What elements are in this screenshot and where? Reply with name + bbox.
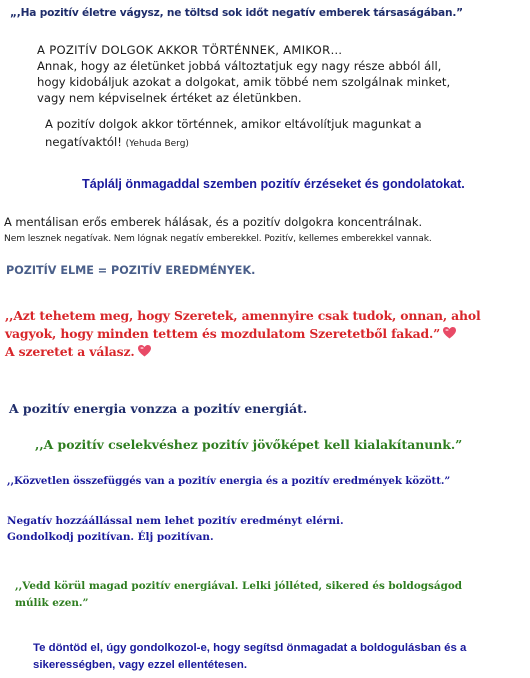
quote-line-text: vagyok, hogy minden tettem és mozdulatom Szeretetből fakad.”	[5, 326, 441, 341]
author-credit: (Yehuda Berg)	[125, 139, 189, 149]
quote-line: múlik ezen.”	[15, 597, 89, 609]
paragraph-line: Annak, hogy az életünket jobbá változtatjuk egy nagy része abból áll,	[37, 59, 442, 73]
paragraph-you-decide	[33, 640, 466, 674]
paragraph-negative-attitude	[7, 513, 344, 545]
line-mentally-strong: A mentálisan erős emberek hálásak, és a pozitív dolgokra koncentrálnak.	[4, 215, 423, 229]
paragraph-line-text: negatívaktól!	[45, 135, 122, 149]
quote-positive-action: ,,A pozitív cselekvéshez pozitív jövőképet kell kialakítanunk.”	[35, 437, 463, 452]
quote-surround-energy	[15, 578, 462, 612]
paragraph-heading: A POZITÍV DOLGOK AKKOR TÖRTÉNNEK, AMIKOR…	[37, 43, 343, 57]
heart-icon	[443, 327, 456, 339]
quote-line	[5, 325, 481, 343]
paragraph-positive-things	[37, 42, 450, 106]
paragraph-line: sikerességben, vagy ezzel ellentétesen.	[33, 659, 248, 671]
paragraph-line: Te döntöd el, úgy gondolkozol-e, hogy segítsd önmagadat a boldogulásban és a	[33, 642, 467, 654]
paragraph-remove-negative	[45, 115, 422, 153]
quote-love	[5, 307, 481, 361]
paragraph-line: Negatív hozzáállással nem lehet pozitív eredményt elérni.	[7, 515, 344, 527]
paragraph-line: Gondolkodj pozitívan. Élj pozitívan.	[7, 531, 214, 543]
line-positive-mind: POZITÍV ELME = POZITÍV EREDMÉNYEK.	[6, 264, 256, 277]
line-feed-positive: Táplálj önmagaddal szemben pozitív érzéseket és gondolatokat.	[82, 177, 465, 191]
quote-line: ,,Vedd körül magad pozitív energiával. Lelki jólléted, sikered és boldogságod	[15, 580, 463, 592]
quote-line-text: A szeretet a válasz.	[5, 344, 135, 359]
line-not-negative: Nem lesznek negatívak. Nem lógnak negatív emberekkel. Pozitív, kellemes emberekkel vannak.	[4, 234, 432, 244]
quote-positive-life: „,Ha pozitív életre vágysz, ne töltsd sok időt negatív emberek társaságában.”	[10, 7, 463, 19]
paragraph-line: vagy nem képviselnek értéket az életünkben.	[37, 91, 302, 105]
paragraph-line: hogy kidobáljuk azokat a dolgokat, amik többé nem szolgálnak minket,	[37, 75, 451, 89]
heart-icon	[138, 345, 151, 357]
quote-line: ,,Azt tehetem meg, hogy Szeretek, amennyire csak tudok, onnan, ahol	[5, 308, 481, 323]
quote-line	[5, 343, 481, 361]
paragraph-line: A pozitív dolgok akkor történnek, amikor eltávolítjuk magunkat a	[45, 117, 422, 131]
paragraph-line	[45, 133, 422, 153]
quote-direct-link: ,,Közvetlen összefüggés van a pozitív energia és a pozitív eredmények között.”	[7, 475, 451, 487]
line-energy-attracts: A pozitív energia vonzza a pozitív energiát.	[9, 401, 308, 416]
